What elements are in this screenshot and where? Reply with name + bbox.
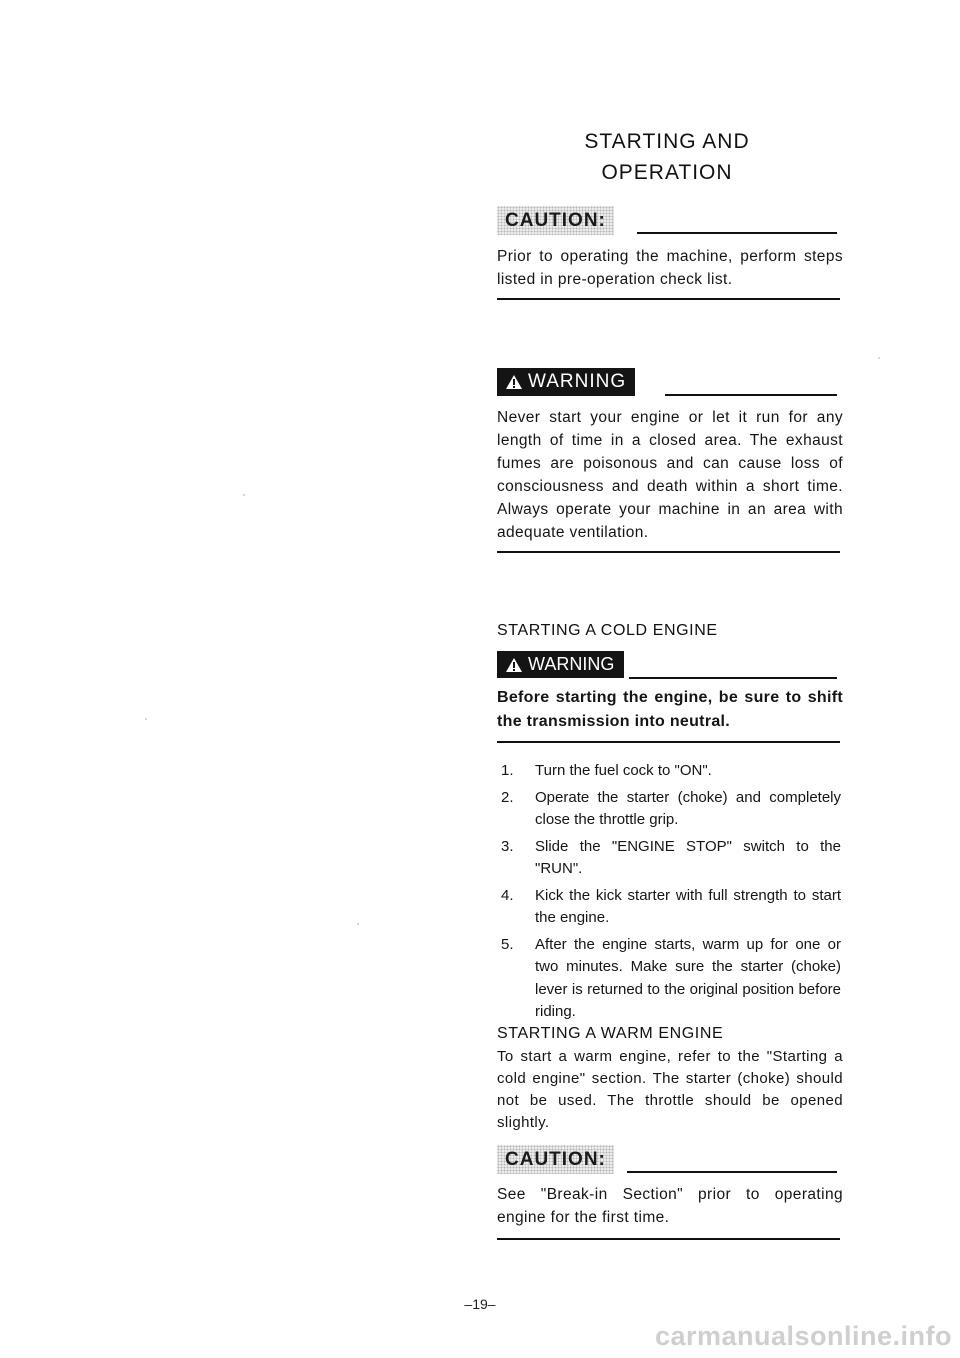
warning-label: WARNING bbox=[528, 654, 615, 674]
warm-engine-text: To start a warm engine, refer to the "Starting a cold engine" section. The starter (choke) should not be used. The throttle should be opened slightly. bbox=[497, 1048, 843, 1131]
step-text: Kick the kick starter with full strength to start the engine. bbox=[535, 886, 841, 926]
step-number: 3. bbox=[501, 837, 514, 855]
warning-header-line bbox=[629, 677, 837, 679]
page-title-line-1: STARTING AND bbox=[584, 130, 750, 153]
warning-label: WARNING bbox=[528, 371, 627, 392]
warning-triangle-icon bbox=[505, 374, 523, 390]
warning-triangle-icon bbox=[505, 657, 523, 673]
section-heading-cold-engine: STARTING A COLD ENGINE bbox=[497, 622, 718, 639]
warning-header-1 bbox=[497, 368, 840, 402]
page-title-line-2: OPERATION bbox=[601, 161, 733, 184]
caution-text-1: Prior to operating the machine, perform steps listed in pre-operation check list. bbox=[497, 248, 843, 288]
step-item bbox=[497, 934, 841, 1024]
caution-header-line bbox=[627, 1171, 837, 1173]
caution-text-2: See "Break-in Section" prior to operating engine for the first time. bbox=[497, 1186, 843, 1226]
caution-end-rule-2 bbox=[497, 1238, 840, 1240]
watermark: carmanualsonline.info bbox=[654, 1321, 952, 1351]
warning-text-2: Before starting the engine, be sure to shift the transmission into neutral. bbox=[497, 689, 843, 730]
step-text: Slide the "ENGINE STOP" switch to the "RUN". bbox=[535, 837, 841, 877]
scan-speck bbox=[243, 494, 245, 496]
page-title bbox=[497, 126, 837, 188]
caution-end-rule-1 bbox=[497, 298, 840, 300]
step-text: After the engine starts, warm up for one or two minutes. Make sure the starter (choke) lever is returned to the original position before riding. bbox=[535, 935, 841, 1020]
caution-label: CAUTION: bbox=[497, 206, 614, 235]
warning-header-2 bbox=[497, 651, 840, 685]
caution-header-1 bbox=[497, 206, 840, 240]
warning-end-rule-1 bbox=[497, 551, 840, 553]
scan-speck bbox=[145, 718, 147, 720]
warning-header-line bbox=[665, 394, 837, 396]
caution-header-2 bbox=[497, 1145, 840, 1179]
warning-label-box bbox=[497, 651, 624, 678]
step-text: Operate the starter (choke) and completely close the throttle grip. bbox=[535, 788, 841, 828]
scan-speck bbox=[357, 923, 359, 925]
page-number: –19– bbox=[464, 1296, 496, 1312]
step-number: 2. bbox=[501, 788, 514, 806]
step-text: Turn the fuel cock to "ON". bbox=[535, 762, 712, 779]
step-item bbox=[497, 760, 841, 783]
warning-end-rule-2 bbox=[497, 741, 840, 743]
step-number: 1. bbox=[501, 762, 514, 779]
step-number: 5. bbox=[501, 935, 514, 953]
section-heading-warm-engine: STARTING A WARM ENGINE bbox=[497, 1025, 724, 1042]
step-item bbox=[497, 885, 841, 930]
caution-label: CAUTION: bbox=[497, 1145, 614, 1174]
warning-text-1: Never start your engine or let it run for any length of time in a closed area. The exhaust fumes are poisonous and can cause loss of consciousness and death within a short time. Always operate your machine in an area with adequate ventilation. bbox=[497, 409, 843, 541]
cold-engine-steps bbox=[497, 760, 841, 1028]
warning-label-box bbox=[497, 368, 635, 396]
step-number: 4. bbox=[501, 886, 514, 904]
step-item bbox=[497, 787, 841, 832]
step-item bbox=[497, 836, 841, 881]
scan-speck bbox=[878, 357, 880, 359]
caution-header-line bbox=[637, 232, 837, 234]
